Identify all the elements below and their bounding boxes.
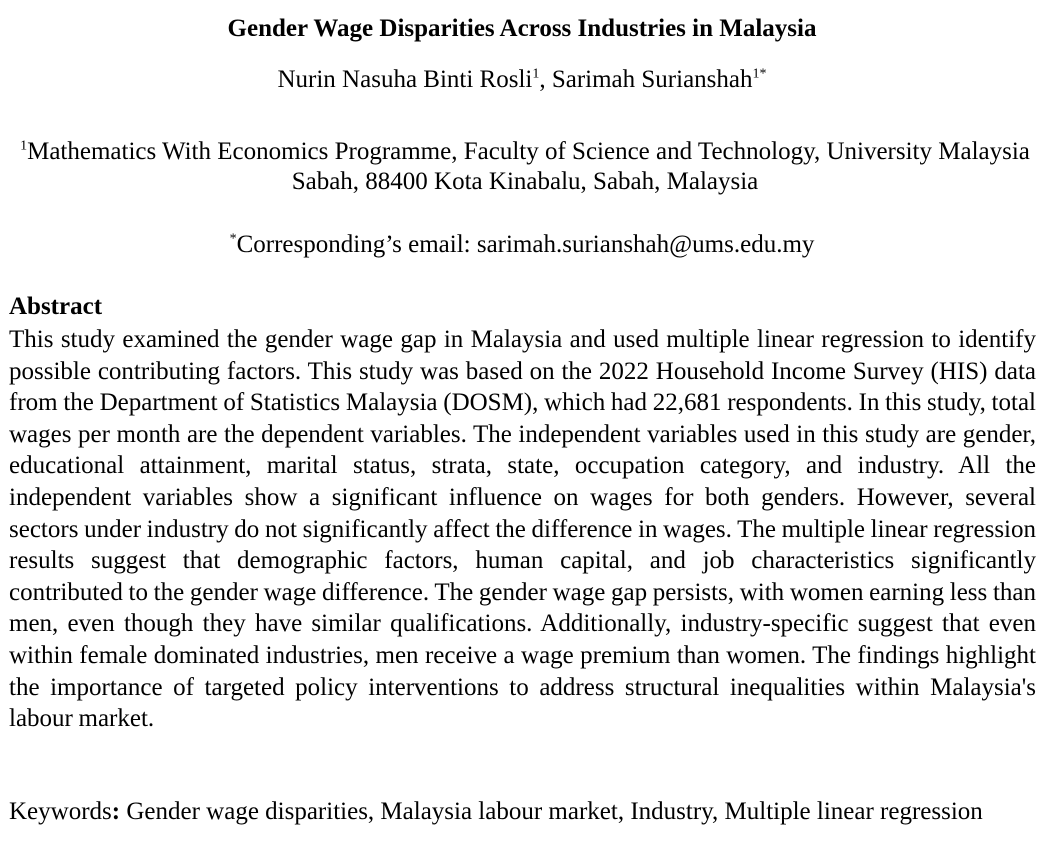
affiliation-text: Mathematics With Economics Programme, Faculty of Science and Technology, University Malaysia Sabah, 88400 Kota Kinabalu, Sabah, Malaysia bbox=[27, 138, 1030, 195]
paper-title: Gender Wage Disparities Across Industries in Malaysia bbox=[227, 15, 817, 42]
affiliation bbox=[12, 137, 1038, 197]
author-separator: , bbox=[539, 66, 552, 93]
abstract-body: This study examined the gender wage gap in Malaysia and used multiple linear regression to identify possible contributing factors. This study was based on the 2022 Household Income Survey (HIS) data from the Department of Statistics Malaysia (DOSM), which had 22,681 respondents. In this study, total wages per month are the dependent variables. The independent variables used in this study are gender, educational attainment, marital status, strata, state, occupation category, and industry. All the independent variables show a significant influence on wages for both genders. However, several sectors under industry do not significantly affect the difference in wages. The multiple linear regression results suggest that demographic factors, human capital, and job characteristics significantly contributed to the gender wage difference. The gender wage gap persists, with women earning less than men, even though they have similar qualifications. Additionally, industry-specific suggest that even within female dominated industries, men receive a wage premium than women. The findings highlight the importance of targeted policy interventions to address structural inequalities within Malaysia's labour market. bbox=[9, 326, 1036, 733]
keywords bbox=[9, 796, 1036, 827]
author-affiliation-marker: 1* bbox=[752, 66, 767, 82]
keywords-label: Keywords bbox=[9, 798, 112, 825]
author-name: Nurin Nasuha Binti Rosli bbox=[277, 66, 533, 93]
corresponding-email bbox=[0, 229, 1044, 261]
keywords-text: Gender wage disparities, Malaysia labour market, Industry, Multiple linear regression bbox=[120, 798, 983, 825]
author-list bbox=[0, 64, 1044, 96]
corresponding-marker: * bbox=[229, 231, 237, 247]
abstract-heading: Abstract bbox=[9, 293, 103, 320]
keywords-colon: : bbox=[111, 798, 121, 825]
affiliation-marker: 1 bbox=[20, 138, 28, 154]
author-name: Sarimah Surianshah bbox=[551, 66, 753, 93]
corresponding-email-text: Corresponding’s email: sarimah.surianshah@ums.edu.my bbox=[236, 231, 815, 258]
author-affiliation-marker: 1 bbox=[532, 66, 540, 82]
